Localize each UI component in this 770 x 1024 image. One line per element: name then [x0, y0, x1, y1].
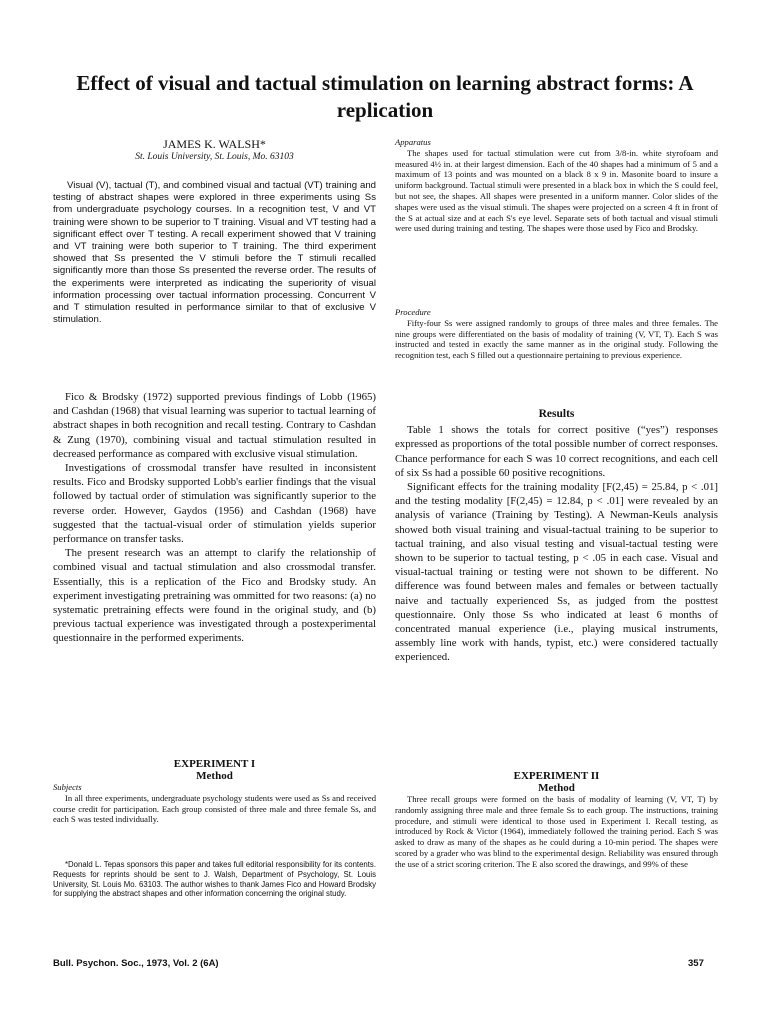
- results-paragraph-1: Table 1 shows the totals for correct positive (“yes”) responses expressed as proportions of the total possible number of correct responses. Chance performance for each S was 10 correct recognitions, and each cell of six Ss had a possible 60 positive recognitions.: [395, 424, 718, 479]
- experiment-2-text: Three recall groups were formed on the basis of modality of learning (V, VT, T) by randomly assigning three male and three female Ss to each group. The instructions, training procedure, and stimuli were identical to those used in Experiment I. Recall testing, as introduced by Rock & Victor (1964), immediately followed the training period. Each S was asked to draw as many of the shapes as he could during a 10-min period. The shapes were scored by a grader who was blind to the experimental design. Reliability was ensured through the use of a strict scoring criterion. The E also scored the drawings, and 99% of these: [395, 794, 718, 869]
- page-number: 357: [688, 958, 704, 969]
- experiment-2-method-heading: Method: [538, 782, 575, 794]
- experiment-2-section: [395, 770, 718, 870]
- footnote-text: *Donald L. Tepas sponsors this paper and takes full editorial responsibility for its contents. Requests for reprints should be sent to J. Walsh, Department of Psychology, St. Louis University, St. Louis Mo. 63103. The author wishes to thank James Fico and Howard Brodsky for supplying the abstract shapes and other information concerning the original study.: [53, 860, 376, 899]
- author-name: JAMES K. WALSH*: [163, 137, 266, 151]
- introduction: [53, 390, 376, 646]
- experiment-1-heading: EXPERIMENT I: [173, 758, 256, 770]
- apparatus-text: The shapes used for tactual stimulation were cut from 3/8-in. white styrofoam and measured 4½ in. at their largest dimension. Each of the 40 shapes had a minimum of 5 and a maximum of 13 points and was mounted on a black 8 x 9 in. Masonite board to insure a uniform background. Tactual stimuli were presented in a black box in which the S could feel, but not see, the shapes. All shapes were presented in a uniform manner. Color slides of the shapes were used as the visual stimuli. The shapes were projected on a screen 4 ft in front of the S at actual size and at each S's eye level. Separate sets of both tactual and visual stimuli were used during training and testing. The shapes were those used by Fico and Brodsky.: [395, 147, 718, 234]
- procedure-subheading: Procedure: [395, 307, 431, 317]
- footnote: [53, 860, 376, 899]
- procedure-text: Fifty-four Ss were assigned randomly to groups of three males and three females. The nine groups were differentiated on the basis of modality of training (V, VT, T). Each S was instructed and tested in exactly the same manner as in the original study. Following the recognition test, each S filled out a questionnaire pertaining to previous experience.: [395, 317, 718, 361]
- results-section: [395, 407, 718, 665]
- intro-paragraph-3: The present research was an attempt to clarify the relationship of combined visual and tactual stimulation and also crossmodal transfer. Essentially, this is a replication of the Fico and Brodsky study. An experiment investigating pretraining was ommitted for two reasons: (a) no systematic pretraining effects were found in the original study, and (b) previous tactual experience was investigated through a postexperimental questionnaire in the performed experiments.: [53, 547, 376, 645]
- subjects-text: In all three experiments, undergraduate psychology students were used as Ss and received course credit for participation. Each group consisted of three male and three female Ss, and each S was tested individually.: [53, 792, 376, 825]
- abstract: Visual (V), tactual (T), and combined visual and tactual (VT) training and testing of abstract shapes were explored in three experiments using Ss from undergraduate psychology courses. In a recognition test, V and VT training were shown to be superior to T training. Visual and VT testing had a significant effect over T testing. A recall experiment showed that V training and VT training were both superior to T training. The third experiment showed that Ss presented the V stimuli before the T stimuli recalled significantly more than those Ss presented the reverse order. The results of the experiments were interpreted as indicating the superiority of visual information processing over tactual information processing. Concurrent V and T stimulation resulted in performance similar to that of exclusive V stimulation.: [53, 180, 376, 326]
- results-heading: Results: [538, 408, 575, 420]
- author-affiliation: St. Louis University, St. Louis, Mo. 63103: [135, 152, 294, 162]
- procedure-section: [395, 307, 718, 361]
- intro-paragraph-2: Investigations of crossmodal transfer have resulted in inconsistent results. Fico and Brodsky supported Lobb's earlier findings that the visual followed by tactual order of stimulation was significantly superior to the reverse order. However, Gaydos (1956) and Cashdan (1968) have suggested that the tactual-visual order of stimulation yields superior performance on transfer tasks.: [53, 462, 376, 546]
- experiment-1-method-heading: Method: [196, 770, 233, 782]
- apparatus-subheading: Apparatus: [395, 137, 431, 147]
- experiment-2-heading: EXPERIMENT II: [513, 770, 600, 782]
- results-paragraph-2: Significant effects for the training modality [F(2,45) = 25.84, p < .01] and the testing modality [F(2,45) = 12.84, p < .01] were revealed by an analysis of variance (Training by Testing). A Newman-Keuls analysis showed both visual training and visual-tactual training to be superior to tactual training, and also visual testing and visual-tactual testing were shown to be superior to tactual testing, p < .05 in each case. Visual and visual-tactual training or testing were not shown to be different. No difference was found between males and females or between tactually naive and tactually experienced Ss, as judged from the posttest questionnaire. Only those Ss who indicated at least 6 months of concentrated manual experience (i.e., playing musical instruments, assembly line work with hands, typist, etc.) were considered tactually experienced.: [395, 481, 718, 664]
- article-title: Effect of visual and tactual stimulation on learning abstract forms: A replication: [76, 71, 694, 122]
- intro-paragraph-1: Fico & Brodsky (1972) supported previous findings of Lobb (1965) and Cashdan (1968) that visual learning was superior to tactual learning of abstract shapes in both recognition and recall testing. Contrary to Cashdan & Zung (1970), combining visual and tactual stimulation resulted in decreased performance as compared with exclusive visual stimulation.: [53, 391, 376, 460]
- subjects-subheading: Subjects: [53, 782, 82, 792]
- apparatus-section: [395, 137, 718, 234]
- journal-citation: Bull. Psychon. Soc., 1973, Vol. 2 (6A): [53, 958, 219, 969]
- experiment-1-section: [53, 758, 376, 825]
